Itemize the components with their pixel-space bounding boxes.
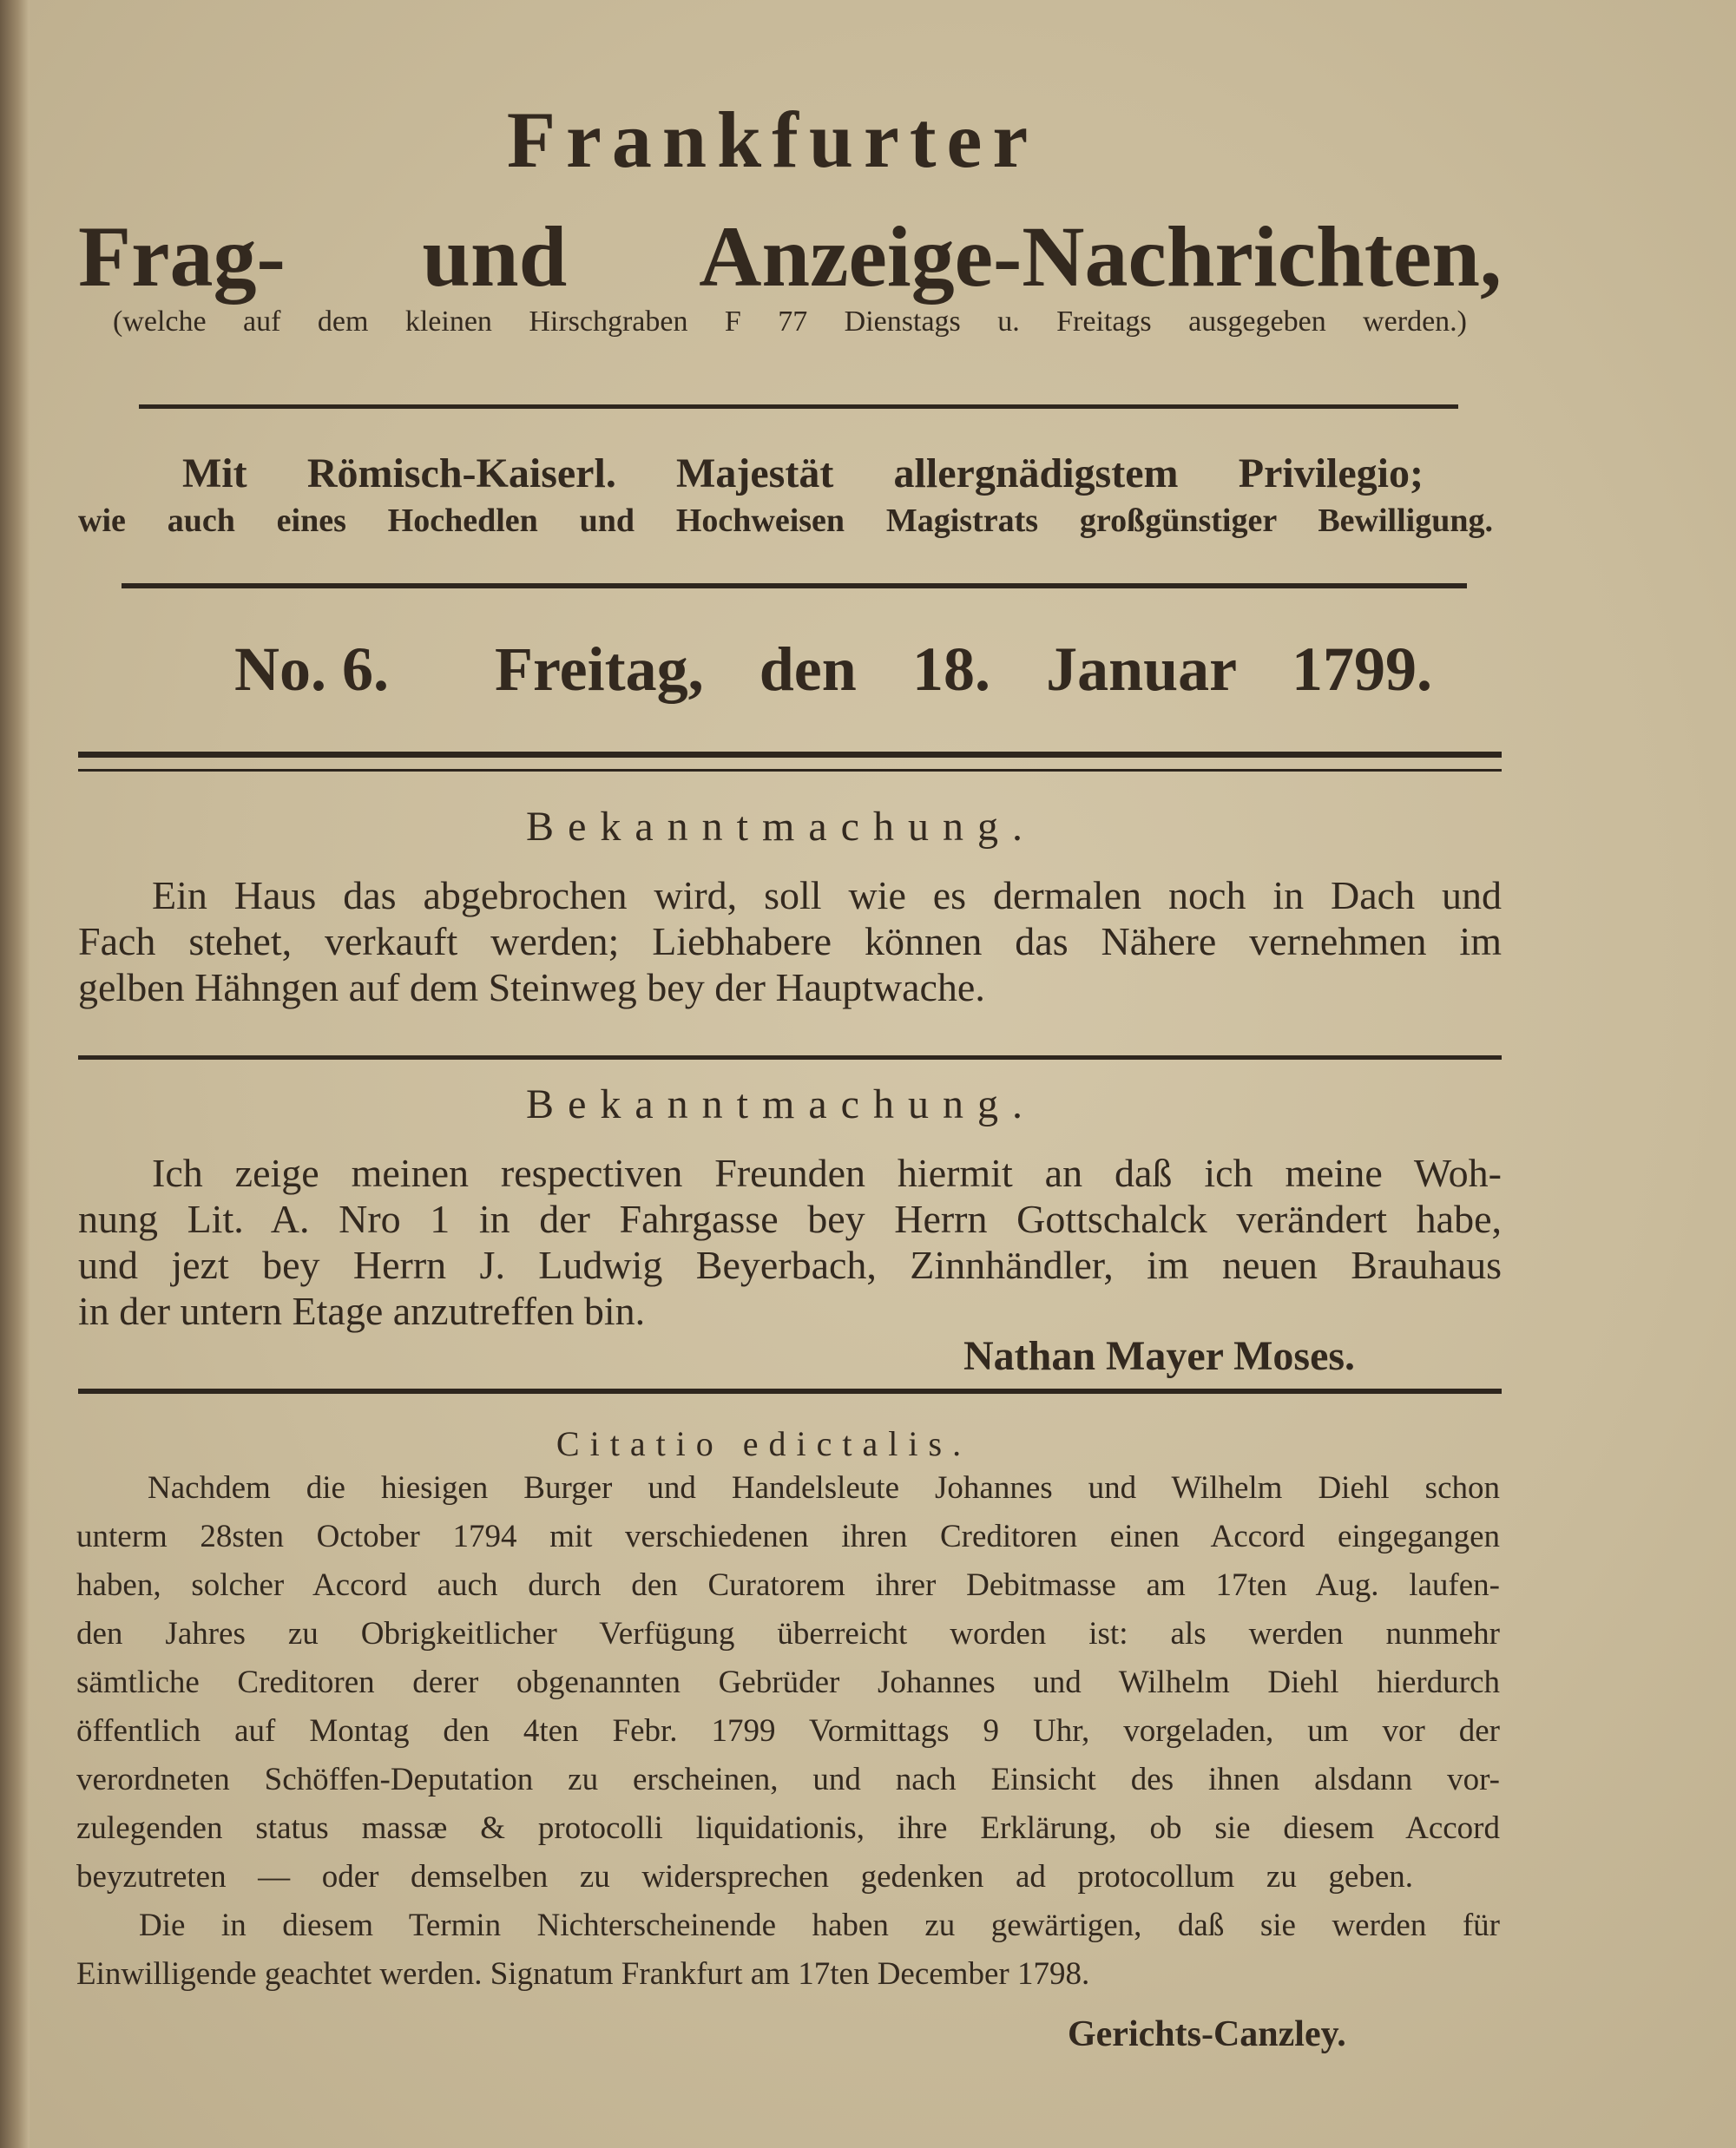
privilege-line1: Mit Römisch-Kaiserl. Majestät allergnädigstem Privilegio; (182, 450, 1424, 496)
notice-line: Fach stehet, verkauft werden; Liebhabere können das Nähere vernehmen im (78, 919, 1502, 963)
notice-line: öffentlich auf Montag den 4ten Febr. 1799 Vormittags 9 Uhr, vorgeladen, um vor der (76, 1713, 1500, 1749)
notice-line: zulegenden status massæ & protocolli liquidationis, ihre Erklärung, ob sie diesem Accord (76, 1810, 1500, 1846)
notice-line: nung Lit. A. Nro 1 in der Fahrgasse bey Herrn Gottschalck verändert habe, (78, 1197, 1502, 1241)
notice-line: Ich zeige meinen respectiven Freunden hiermit an daß ich meine Woh- (152, 1151, 1502, 1195)
notice-heading: Bekanntmachung. (526, 1081, 1036, 1127)
double-divider-top (78, 752, 1502, 758)
double-divider-bottom (78, 769, 1502, 772)
notice-line: unterm 28sten October 1794 mit verschiedenen ihren Creditoren einen Accord eingegangen (76, 1519, 1500, 1554)
notice-line: haben, solcher Accord auch durch den Curatorem ihrer Debitmasse am 17ten Aug. laufen- (76, 1567, 1500, 1603)
divider (139, 404, 1458, 409)
notice-line: und jezt bey Herrn J. Ludwig Beyerbach, Zinnhändler, im neuen Brauhaus (78, 1243, 1502, 1287)
divider (122, 583, 1467, 588)
notice-signature: Gerichts-Canzley. (1068, 2014, 1346, 2054)
notice-line: den Jahres zu Obrigkeitlicher Verfügung überreicht worden ist: als werden nunmehr (76, 1616, 1500, 1652)
notice-line: Ein Haus das abgebrochen wird, soll wie es dermalen noch in Dach und (152, 873, 1502, 917)
privilege-line2: wie auch eines Hochedlen und Hochweisen Magistrats großgünstiger Bewilligung. (78, 503, 1493, 539)
masthead-subtitle: (welche auf dem kleinen Hirschgraben F 77 Dienstags u. Freitags ausgegeben werden.) (113, 305, 1467, 338)
notice-heading: Bekanntmachung. (526, 804, 1036, 850)
page-binding-edge (0, 0, 30, 2148)
notice-line: Einwilligende geachtet werden. Signatum Frankfurt am 17ten December 1798. (76, 1956, 1090, 1992)
notice-line: Nachdem die hiesigen Burger und Handelsleute Johannes und Wilhelm Diehl schon (148, 1470, 1500, 1506)
notice-line: sämtliche Creditoren derer obgenannten Gebrüder Johannes und Wilhelm Diehl hierdurch (76, 1665, 1500, 1700)
masthead-title-line2: Frag- und Anzeige-Nachrichten, (78, 208, 1502, 305)
notice-signature: Nathan Mayer Moses. (963, 1333, 1356, 1379)
notice-line: in der untern Etage anzutreffen bin. (78, 1289, 646, 1333)
notice-heading: Citatio edictalis. (556, 1424, 972, 1463)
divider (78, 1389, 1502, 1394)
notice-line: verordneten Schöffen-Deputation zu erscheinen, und nach Einsicht des ihnen alsdann vor- (76, 1762, 1500, 1797)
notice-line: beyzutreten — oder demselben zu widersprechen gedenken ad protocollum zu geben. (76, 1859, 1413, 1895)
notice-line: Die in diesem Termin Nichterscheinende haben zu gewärtigen, daß sie werden für (139, 1908, 1500, 1943)
masthead-title-line1: Frankfurter (506, 95, 1039, 184)
notice-line: gelben Hähngen auf dem Steinweg bey der Hauptwache. (78, 965, 985, 1009)
issue-number: No. 6. (234, 634, 389, 704)
issue-date: Freitag, den 18. Januar 1799. (495, 634, 1432, 704)
divider (78, 1055, 1502, 1060)
